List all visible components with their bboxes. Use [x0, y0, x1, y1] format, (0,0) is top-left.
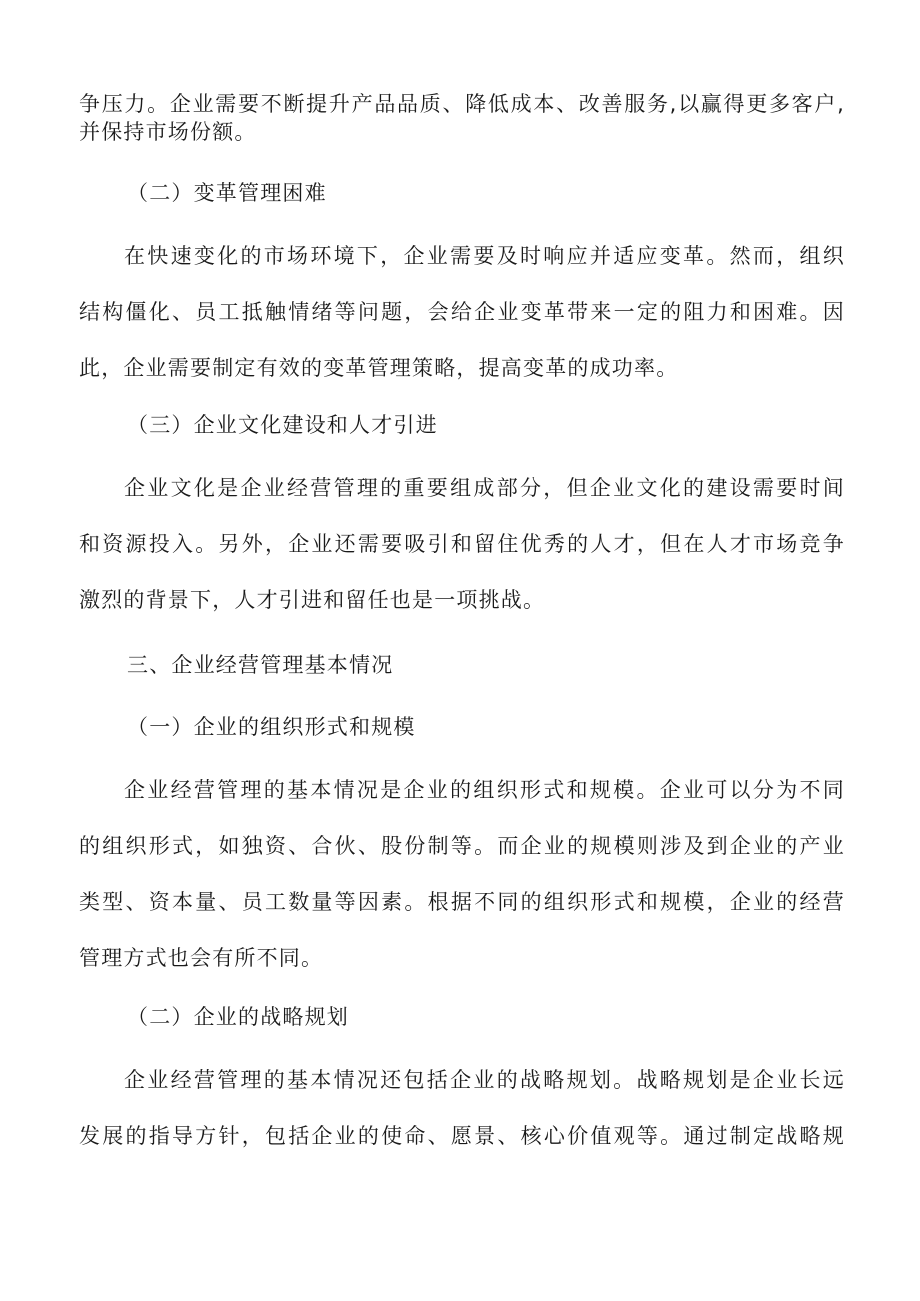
paragraph-line: 企业经营管理的基本情况还包括企业的战略规划。战略规划是企业长远	[124, 1068, 845, 1092]
section-heading-org-form	[127, 712, 893, 742]
paragraph-line: 的组织形式，如独资、合伙、股份制等。而企业的规模则涉及到企业的产业	[79, 834, 845, 858]
paragraph-line: 类型、资本量、员工数量等因素。根据不同的组织形式和规模，企业的经营	[79, 890, 845, 914]
paragraph-line: 企业经营管理的基本情况是企业的组织形式和规模。企业可以分为不同	[124, 778, 845, 802]
section-heading-culture-talent	[127, 410, 893, 440]
paragraph-line: 企业文化是企业经营管理的重要组成部分，但企业文化的建设需要时间	[124, 476, 845, 500]
section-heading: （三）企业文化建设和人才引进	[127, 413, 438, 437]
paragraph-line: 激烈的背景下，人才引进和留任也是一项挑战。	[79, 588, 546, 612]
continuation-paragraph	[79, 90, 845, 146]
paragraph-line: 管理方式也会有所不同。	[79, 946, 324, 970]
section-heading: （一）企业的组织形式和规模	[127, 715, 416, 739]
paragraph-line: 争压力。企业需要不断提升产品品质、降低成本、改善服务,以赢得更多客户,	[79, 92, 845, 116]
paragraph-line: 此，企业需要制定有效的变革管理策略，提高变革的成功率。	[79, 356, 679, 380]
chapter-title: 三、企业经营管理基本情况	[127, 653, 394, 677]
paragraph-line: 并保持市场份额。	[79, 120, 257, 144]
paragraph-line: 和资源投入。另外，企业还需要吸引和留住优秀的人才，但在人才市场竞争	[79, 532, 845, 556]
section-heading-change-management	[127, 178, 893, 208]
paragraph-strategy	[79, 1052, 845, 1164]
section-heading: （二）变革管理困难	[127, 181, 327, 205]
paragraph-culture-talent	[79, 460, 845, 628]
paragraph-line: 发展的指导方针，包括企业的使命、愿景、核心价值观等。通过制定战略规	[79, 1124, 845, 1148]
section-heading: （二）企业的战略规划	[127, 1005, 349, 1029]
paragraph-change-management	[79, 228, 845, 396]
section-heading-strategy	[127, 1002, 893, 1032]
paragraph-line: 结构僵化、员工抵触情绪等问题，会给企业变革带来一定的阻力和困难。因	[79, 300, 845, 324]
paragraph-org-form	[79, 762, 845, 986]
paragraph-line: 在快速变化的市场环境下，企业需要及时响应并适应变革。然而，组织	[124, 244, 845, 268]
chapter-heading	[127, 650, 893, 680]
